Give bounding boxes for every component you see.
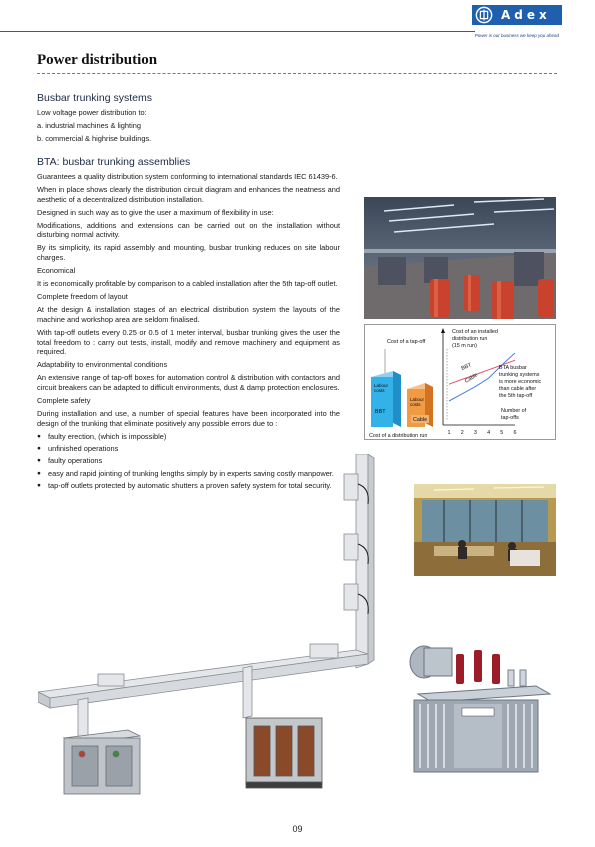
bta-paragraph: It is economically profitable by comparison to a cabled installation after the 5th tap-off outlet. [37,279,338,289]
title-rule [37,73,557,74]
bullet-item: ● unfinished operations [37,444,340,454]
label-labour-costs: Labour [410,397,425,402]
bta-paragraph: An extensive range of tap-off boxes for automation control & distribution with contactors and circuit breakers can be adapted to difficult environments, dust & damp protection enclosures. [37,373,340,392]
brand-tagline: Power is our business we keep you ahead [474,33,559,38]
brand-logo-bar [472,5,562,25]
x-tick-label: 5 [500,430,504,436]
bullet-item: ● faulty operations [37,456,340,466]
note-line: the 5th tap-off [499,393,533,399]
factory-floor-photo [364,197,556,319]
label-cable-line: Cable [463,372,480,385]
cost-comparison-chart [364,324,556,440]
note-line: than cable after [499,386,537,392]
label-labour-costs: costs [374,388,385,393]
label-number-tapoffs: tap-offs [501,415,519,421]
busbar-section [37,92,340,147]
label-bbt-line: BBT [460,362,473,372]
label-labour-costs: Labour [374,383,389,388]
bta-paragraph: Designed in such way as to give the user a maximum of flexibility in use: [37,207,274,217]
bta-paragraph: With tap-off outlets every 0.25 or 0.5 of 1 meter interval, busbar trunking gives the user the total freedom to : carry out tests, install, modify and remove machinery and equipment as required. [37,327,340,357]
busbar-heading: Busbar trunking systems [37,92,152,104]
bta-heading: BTA: busbar trunking assemblies [37,156,191,168]
page-title: Power distribution [37,52,158,68]
bta-paragraph: When in place shows clearly the distribution circuit diagram and enhances the neatness and aesthetic of a decentralized distribution installation. [37,185,340,204]
bta-paragraph: At the design & installation stages of an electrical distribution system the layouts of the machine and workshop area are seldom finalised. [37,305,340,324]
bullet-item: ● easy and rapid jointing of trunking lengths simply by in experts saving costly manpower. [37,469,340,479]
bta-paragraph: Guarantees a quality distribution system conforming to international standards IEC 61439-6. [37,172,338,181]
busbar-intro: Low voltage power distribution to: [37,108,147,117]
subheading-freedom-layout: Complete freedom of layout [37,292,128,302]
note-line: is more economic [499,379,542,385]
x-tick-label: 2 [460,430,464,436]
bta-paragraph: Modifications, additions and extensions can be carried out on the installation without disturbing normal activity. [37,220,340,240]
office-photo [414,484,556,576]
busbar-item-b: b. commercial & highrise buildings. [37,134,152,143]
bta-paragraph: During installation and use, a number of special features have been incorporated into the design of the trunking that eliminate positively any possible errors due to : [37,408,340,428]
bta-section [37,156,340,493]
chart-x-label: Cost of a distribution run [369,433,428,439]
x-tick-label: 3 [473,430,477,436]
label-cost-run-3: (15 m run) [452,343,477,349]
label-bbt-block: BBT [375,409,386,415]
x-tick-label: 4 [487,430,491,436]
label-cable-block: Cable [413,417,428,423]
x-tick-label: 6 [513,430,517,436]
oil-transformer-photo [404,640,556,778]
label-cost-tapoff: Cost of a tap-off [387,339,426,345]
header-rule [0,31,475,32]
bullet-item: ● faulty erection, (which is impossible) [37,432,340,442]
bullet-item: ● tap-off outlets protected by automatic shutters a proven safety system for total security. [37,481,340,491]
label-cost-run-2: distribution run [452,336,488,342]
subheading-adaptability: Adaptability to environmental conditions [37,360,168,370]
note-line: BTA busbar [499,365,527,371]
chart-canvas [365,325,557,441]
busbar-installation-illustration [38,454,390,800]
subheading-economical: Economical [37,266,76,276]
note-line: trunking systems [499,372,540,378]
label-labour-costs: costs [410,402,421,407]
busbar-item-a: a. industrial machines & lighting [37,121,141,130]
subheading-complete-safety: Complete safety [37,395,91,405]
label-number-tapoffs: Number of [501,408,527,414]
x-tick-label: 1 [447,430,451,436]
bta-paragraph: By its simplicity, its rapid assembly and mounting, busbar trunking reduces on site labour charges. [37,243,340,263]
page-number: 09 [292,824,303,834]
brand-name: Adex [501,8,551,22]
adex-logo-icon [475,6,493,24]
label-cost-run-1: Cost of an installed [452,329,498,335]
